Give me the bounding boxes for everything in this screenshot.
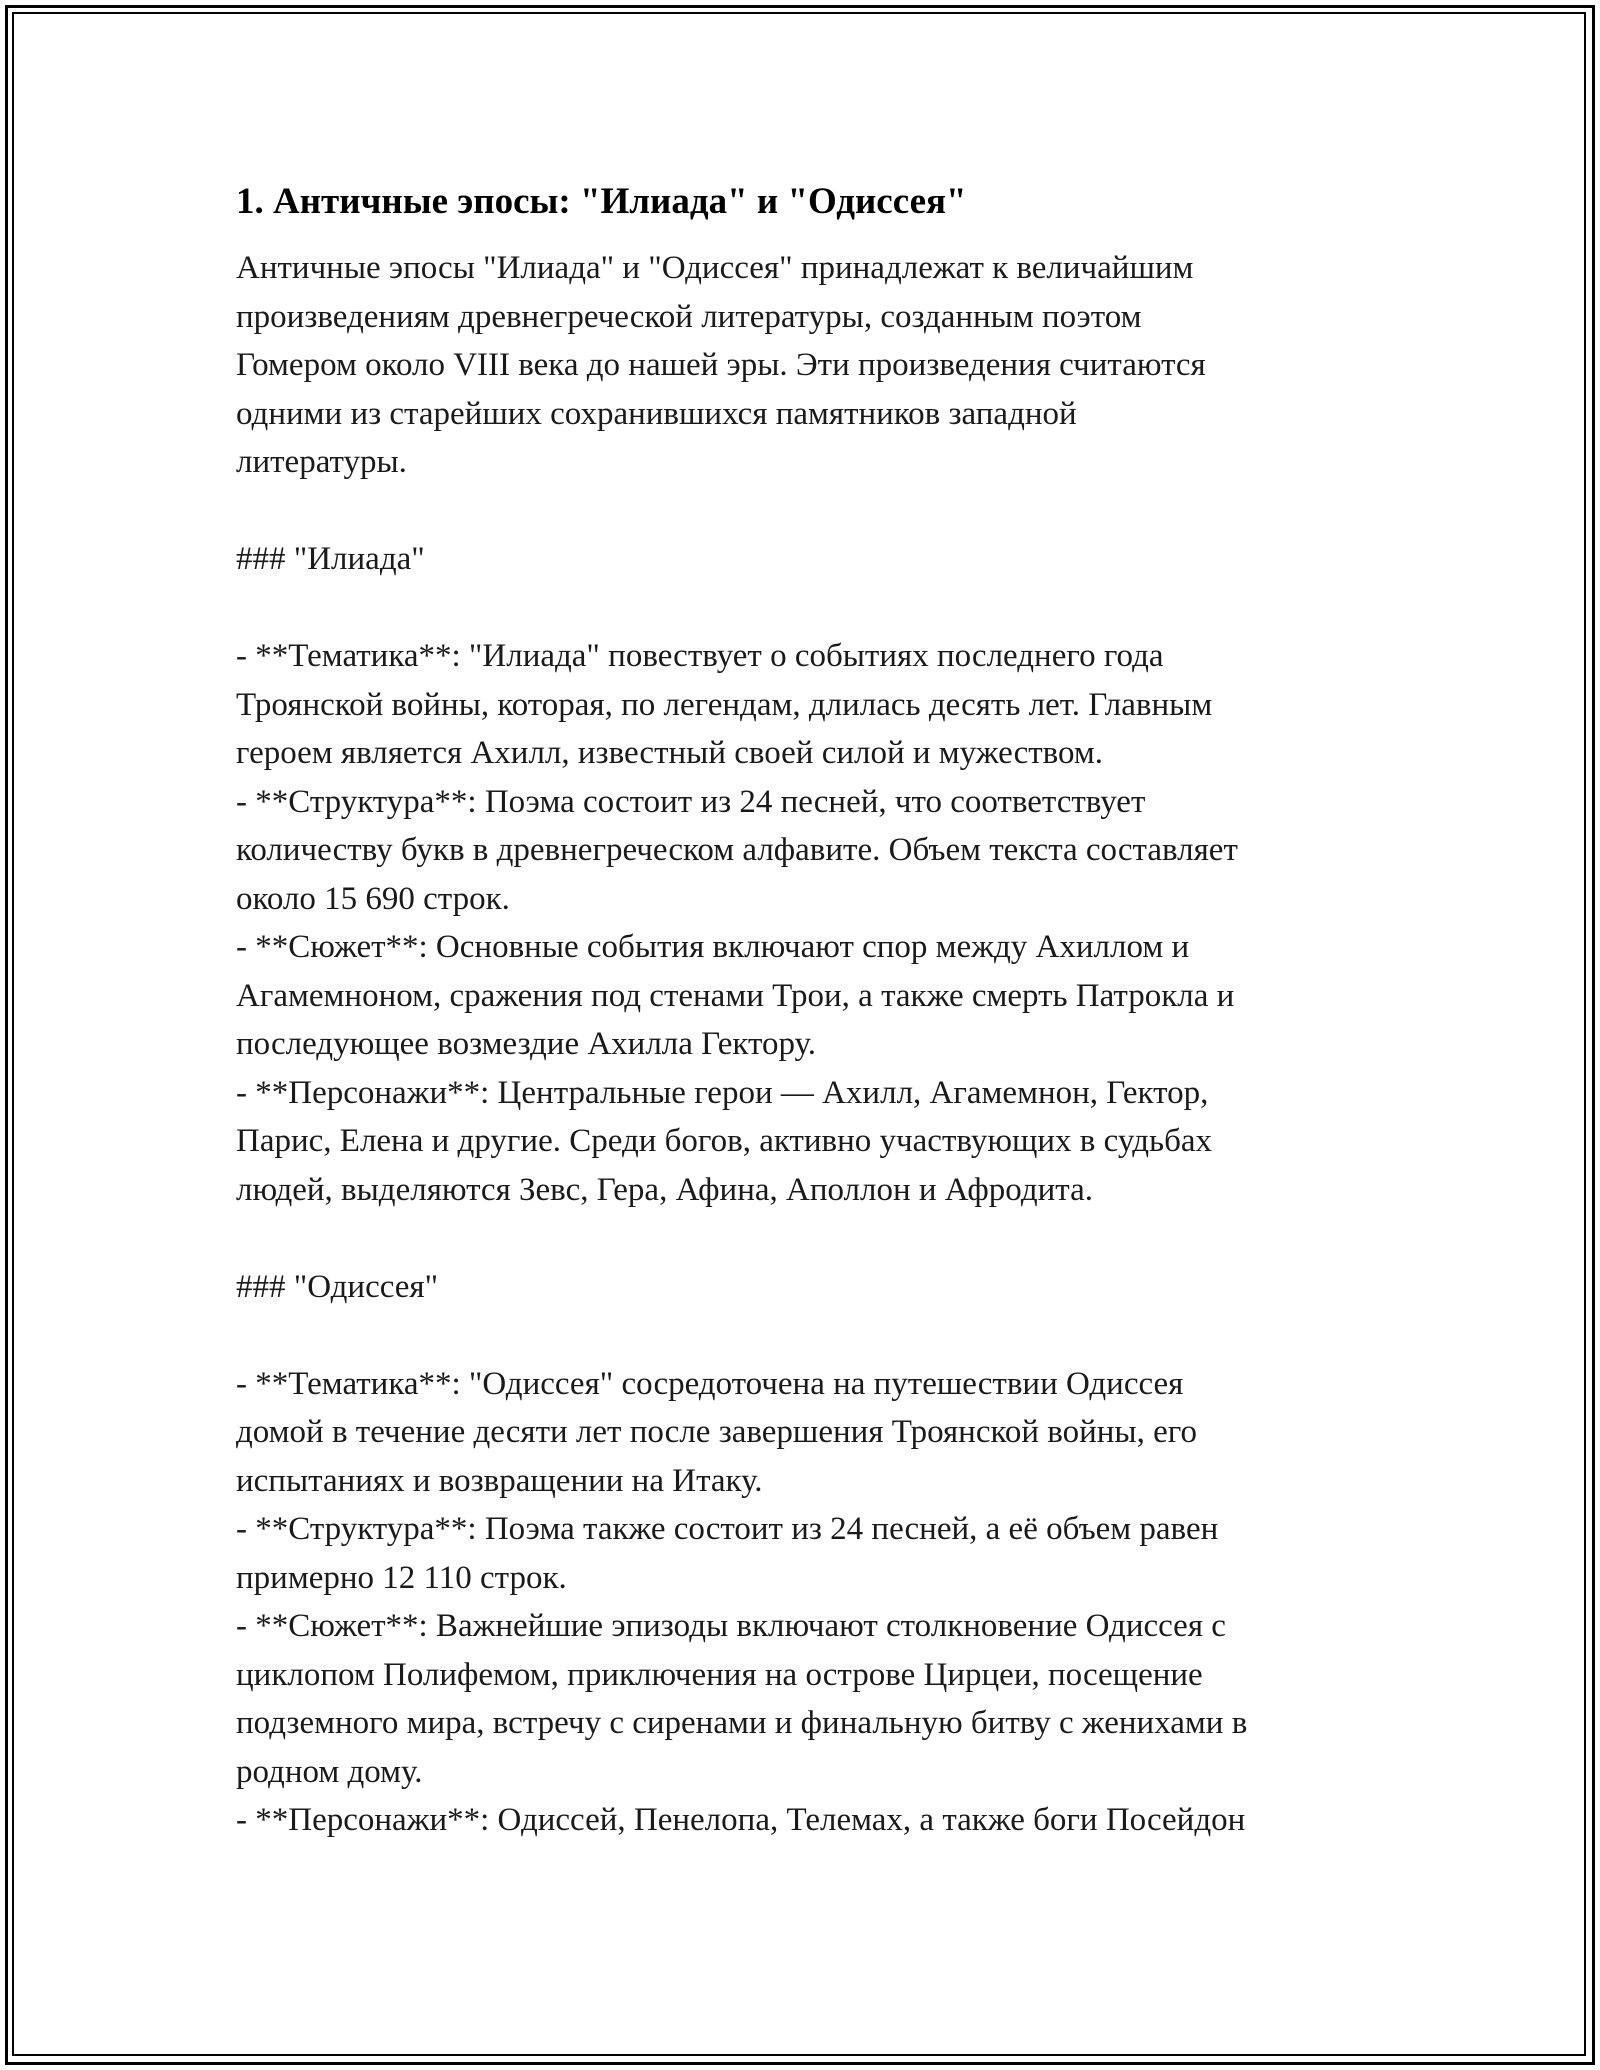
section-heading-iliad: ### "Илиада" — [236, 541, 425, 577]
spacer — [236, 487, 1386, 536]
list-item: - **Тематика**: "Одиссея" сосредоточена на путешествии Одиссея домой в течение десяти лет после завершения Троянской войны, его испытаниях и возвращении на Итаку. — [236, 1365, 1197, 1499]
list-item: - **Тематика**: "Илиада" повествует о событиях последнего года Троянской войны, которая, по легендам, длилась десять лет. Главным героем является Ахилл, известный своей силой и мужеством. — [236, 638, 1213, 771]
spacer — [236, 584, 1386, 633]
list-item: - **Персонажи**: Одиссей, Пенелопа, Телемах, а также боги Посейдон — [236, 1802, 1246, 1838]
list-item: - **Структура**: Поэма состоит из 24 песней, что соответствует количеству букв в древнегреческом алфавите. Объем текста составляет около 15 690 строк. — [236, 783, 1238, 917]
list-item: - **Персонажи**: Центральные герои — Ахилл, Агамемнон, Гектор, Парис, Елена и другие. Среди богов, активно участвующих в судьбах людей, выделяются Зевс, Гера, Афина, Аполлон и Афродита. — [236, 1074, 1213, 1208]
spacer — [236, 1214, 1386, 1263]
intro-paragraph: Античные эпосы "Илиада" и "Одиссея" принадлежат к величайшим произведениям древнегреческой литературы, созданным поэтом Гомером около VIII века до нашей эры. Эти произведения считаются одними из старейших сохранившихся памятников западной литературы. — [236, 250, 1206, 480]
section-heading-odyssey: ### "Одиссея" — [236, 1268, 439, 1305]
list-item: - **Структура**: Поэма также состоит из 24 песней, а её объем равен примерно 12 110 строк. — [236, 1511, 1219, 1596]
spacer — [236, 1311, 1386, 1360]
list-item: - **Сюжет**: Важнейшие эпизоды включают столкновение Одиссея с циклопом Полифемом, приключения на острове Цирцеи, посещение подземного мира, встречу с сиренами и финальную битву с женихами в родном дому. — [236, 1608, 1248, 1790]
document-body — [236, 178, 1386, 1845]
list-item: - **Сюжет**: Основные события включают спор между Ахиллом и Агамемноном, сражения под стенами Трои, а также смерть Патрокла и последующее возмездие Ахилла Гектору. — [236, 929, 1235, 1062]
document-title: 1. Античные эпосы: "Илиада" и "Одиссея" — [236, 181, 967, 222]
